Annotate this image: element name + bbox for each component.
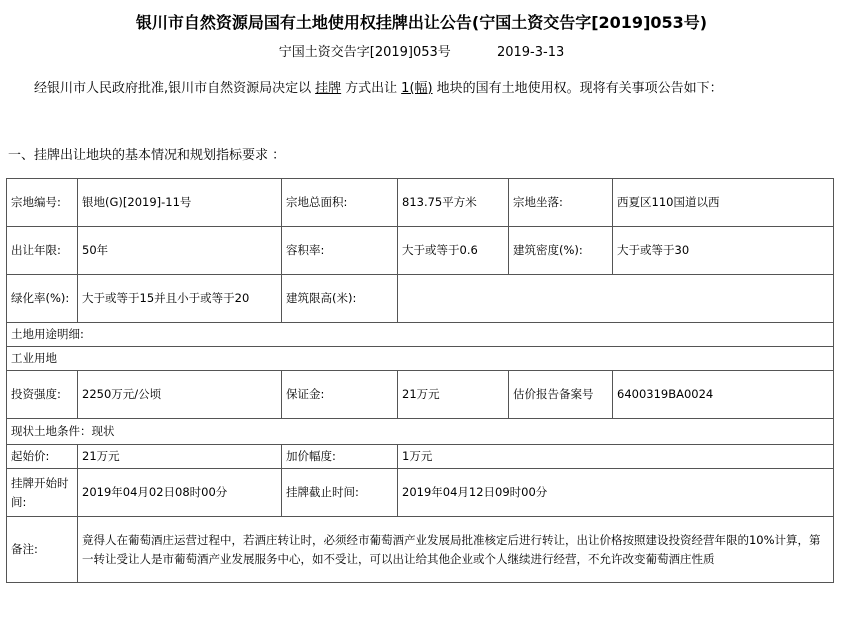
increment-label: 加价幅度: (282, 445, 398, 469)
land-condition: 现状土地条件：现状 (7, 419, 834, 445)
green-value: 大于或等于15并且小于或等于20 (78, 275, 282, 323)
parcel-table (6, 178, 834, 583)
intro-method: 挂牌 (315, 81, 342, 96)
land-use-value: 工业用地 (7, 347, 834, 371)
remark-label: 备注: (7, 517, 78, 583)
table-row (7, 469, 834, 517)
doc-date: 2019-3-13 (496, 45, 565, 60)
table-row (7, 179, 834, 227)
end-time-value: 2019年04月12日09时00分 (398, 469, 834, 517)
height-value (398, 275, 834, 323)
table-row (7, 419, 834, 445)
intro-count: 1(幅) (401, 81, 433, 96)
intro-part2: 方式出让 (345, 81, 398, 96)
intro-part1: 经银川市人民政府批准,银川市自然资源局决定以 (34, 81, 312, 96)
invest-value: 2250万元/公顷 (78, 371, 282, 419)
doc-number: 宁国土资交告字[2019]053号 (278, 45, 451, 60)
term-label: 出让年限: (7, 227, 78, 275)
section-heading: 一、挂牌出让地块的基本情况和规划指标要求 ： (8, 148, 286, 163)
term-value: 50年 (78, 227, 282, 275)
table-row (7, 275, 834, 323)
density-label: 建筑密度(%): (509, 227, 613, 275)
deposit-label: 保证金: (282, 371, 398, 419)
increment-value: 1万元 (398, 445, 834, 469)
parcel-no-value: 银地(G)[2019]-11号 (78, 179, 282, 227)
intro-part3: 地块的国有土地使用权。现将有关事项公告如下： (436, 81, 723, 96)
doc-subtitle (0, 41, 843, 60)
parcel-no-label: 宗地编号: (7, 179, 78, 227)
land-use-label: 土地用途明细: (7, 323, 834, 347)
intro-paragraph (8, 78, 834, 100)
table-row (7, 227, 834, 275)
start-time-label: 挂牌开始时间: (7, 469, 78, 517)
invest-label: 投资强度: (7, 371, 78, 419)
deposit-value: 21万元 (398, 371, 509, 419)
start-price-value: 21万元 (78, 445, 282, 469)
density-value: 大于或等于30 (613, 227, 834, 275)
appraisal-label: 估价报告备案号 (509, 371, 613, 419)
total-area-value: 813.75平方米 (398, 179, 509, 227)
location-label: 宗地坐落: (509, 179, 613, 227)
total-area-label: 宗地总面积: (282, 179, 398, 227)
table-row (7, 323, 834, 347)
remark-value: 竟得人在葡萄酒庄运营过程中，若酒庄转让时，必须经市葡萄酒产业发展局批准核定后进行转让，出让价格按照建设投资经营年限的10%计算，第一转让受让人是市葡萄酒产业发展服务中心，如不受让，可以出让给其他企业或个人继续进行经营，不允许改变葡萄酒庄性质 (78, 517, 834, 583)
appraisal-value: 6400319BA0024 (613, 371, 834, 419)
end-time-label: 挂牌截止时间: (282, 469, 398, 517)
location-value: 西夏区110国道以西 (613, 179, 834, 227)
table-row (7, 445, 834, 469)
table-row (7, 347, 834, 371)
table-row (7, 517, 834, 583)
page-title: 银川市自然资源局国有土地使用权挂牌出让公告(宁国土资交告字[2019]053号) (135, 13, 708, 32)
start-price-label: 起始价: (7, 445, 78, 469)
green-label: 绿化率(%): (7, 275, 78, 323)
far-value: 大于或等于0.6 (398, 227, 509, 275)
far-label: 容积率: (282, 227, 398, 275)
height-label: 建筑限高(米): (282, 275, 398, 323)
table-row (7, 371, 834, 419)
start-time-value: 2019年04月02日08时00分 (78, 469, 282, 517)
